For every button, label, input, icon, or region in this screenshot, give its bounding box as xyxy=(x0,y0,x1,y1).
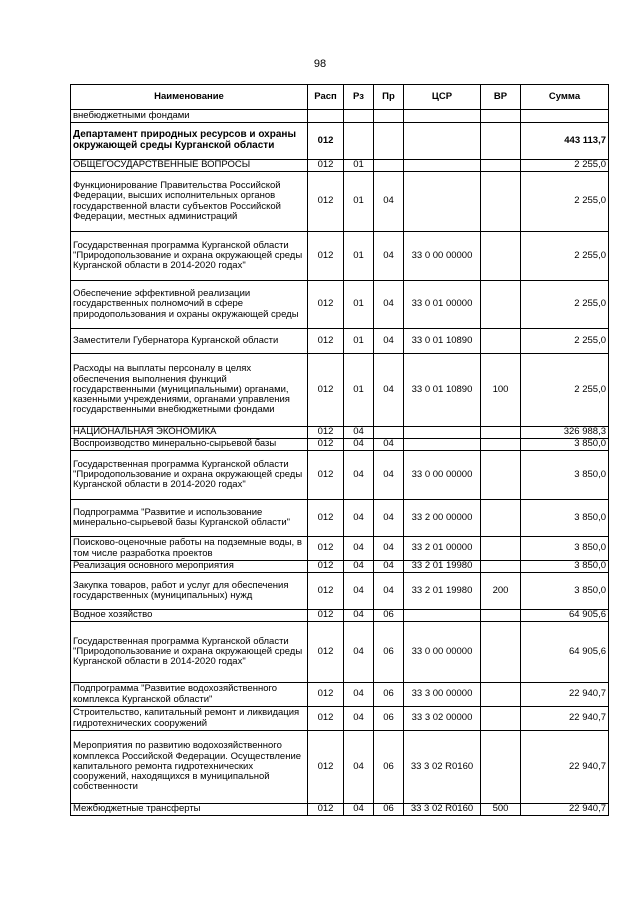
cell-vr: 100 xyxy=(481,354,521,427)
cell-rasp: 012 xyxy=(308,804,344,816)
table-row xyxy=(71,354,609,427)
cell-rz: 01 xyxy=(344,281,374,329)
cell-vr xyxy=(481,281,521,329)
table-row xyxy=(71,172,609,232)
cell-name: Водное хозяйство xyxy=(71,610,308,622)
cell-rasp: 012 xyxy=(308,123,344,160)
cell-rz: 01 xyxy=(344,232,374,281)
header-sum: Сумма xyxy=(521,85,609,110)
cell-rasp: 012 xyxy=(308,610,344,622)
cell-vr: 500 xyxy=(481,804,521,816)
cell-sum: 3 850,0 xyxy=(521,561,609,573)
cell-sum: 2 255,0 xyxy=(521,329,609,354)
cell-name: Департамент природных ресурсов и охраны окружающей среды Курганской области xyxy=(71,123,308,160)
cell-vr xyxy=(481,110,521,123)
cell-csr: 33 3 02 R0160 xyxy=(404,731,481,804)
budget-table xyxy=(70,84,609,816)
table-header-row xyxy=(71,85,609,110)
table-row xyxy=(71,573,609,610)
cell-pr: 04 xyxy=(374,329,404,354)
cell-sum: 3 850,0 xyxy=(521,537,609,561)
cell-pr xyxy=(374,110,404,123)
cell-rasp: 012 xyxy=(308,683,344,707)
table-row xyxy=(71,451,609,500)
cell-name: Государственная программа Курганской области "Природопользование и охрана окружающей среды Курганской области в 2014-2020 годах" xyxy=(71,232,308,281)
cell-name: Обеспечение эффективной реализации государственных полномочий в сфере природопользования и охраны окружающей среды xyxy=(71,281,308,329)
cell-rz xyxy=(344,110,374,123)
cell-pr xyxy=(374,160,404,172)
cell-rasp: 012 xyxy=(308,451,344,500)
cell-vr xyxy=(481,622,521,683)
cell-csr: 33 3 00 00000 xyxy=(404,683,481,707)
cell-vr xyxy=(481,683,521,707)
table-row xyxy=(71,731,609,804)
header-pr: Пр xyxy=(374,85,404,110)
header-rz: Рз xyxy=(344,85,374,110)
cell-vr xyxy=(481,731,521,804)
cell-pr: 04 xyxy=(374,537,404,561)
cell-pr: 04 xyxy=(374,561,404,573)
cell-csr: 33 2 01 00000 xyxy=(404,537,481,561)
cell-sum: 443 113,7 xyxy=(521,123,609,160)
cell-sum xyxy=(521,110,609,123)
table-row xyxy=(71,427,609,439)
cell-sum: 64 905,6 xyxy=(521,622,609,683)
cell-pr: 04 xyxy=(374,232,404,281)
cell-sum: 3 850,0 xyxy=(521,573,609,610)
cell-name: Воспроизводство минерально-сырьевой базы xyxy=(71,439,308,451)
cell-csr: 33 0 00 00000 xyxy=(404,451,481,500)
cell-name: Строительство, капитальный ремонт и ликвидация гидротехнических сооружений xyxy=(71,707,308,731)
cell-rz: 04 xyxy=(344,561,374,573)
table-row xyxy=(71,707,609,731)
cell-name: внебюджетными фондами xyxy=(71,110,308,123)
cell-sum: 3 850,0 xyxy=(521,439,609,451)
cell-rz: 04 xyxy=(344,537,374,561)
cell-sum: 2 255,0 xyxy=(521,172,609,232)
cell-sum: 22 940,7 xyxy=(521,804,609,816)
cell-vr xyxy=(481,561,521,573)
cell-vr xyxy=(481,537,521,561)
cell-name: Подпрограмма "Развитие водохозяйственного комплекса Курганской области" xyxy=(71,683,308,707)
cell-rasp: 012 xyxy=(308,622,344,683)
table-row xyxy=(71,329,609,354)
cell-pr: 06 xyxy=(374,683,404,707)
cell-rasp: 012 xyxy=(308,439,344,451)
cell-rasp: 012 xyxy=(308,561,344,573)
cell-pr: 06 xyxy=(374,731,404,804)
cell-vr xyxy=(481,610,521,622)
cell-name: Межбюджетные трансферты xyxy=(71,804,308,816)
cell-csr xyxy=(404,610,481,622)
cell-rasp: 012 xyxy=(308,172,344,232)
cell-rasp: 012 xyxy=(308,731,344,804)
cell-name: Реализация основного мероприятия xyxy=(71,561,308,573)
table-body xyxy=(71,110,609,816)
cell-vr xyxy=(481,123,521,160)
cell-csr: 33 0 01 10890 xyxy=(404,354,481,427)
cell-pr xyxy=(374,427,404,439)
cell-name: Поисково-оценочные работы на подземные воды, в том числе разработка проектов xyxy=(71,537,308,561)
cell-name: Государственная программа Курганской области "Природопользование и охрана окружающей среды Курганской области в 2014-2020 годах" xyxy=(71,622,308,683)
cell-pr: 04 xyxy=(374,281,404,329)
cell-name: Подпрограмма "Развитие и использование минерально-сырьевой базы Курганской области" xyxy=(71,500,308,537)
cell-rz: 01 xyxy=(344,354,374,427)
cell-sum: 64 905,6 xyxy=(521,610,609,622)
cell-rz: 04 xyxy=(344,804,374,816)
cell-name: Функционирование Правительства Российской Федерации, высших исполнительных органов государственной власти субъектов Российской Федерации, местных администраций xyxy=(71,172,308,232)
cell-rasp: 012 xyxy=(308,281,344,329)
cell-csr: 33 0 01 00000 xyxy=(404,281,481,329)
table-row xyxy=(71,610,609,622)
table-row xyxy=(71,537,609,561)
cell-csr xyxy=(404,123,481,160)
table-row xyxy=(71,123,609,160)
table-row xyxy=(71,439,609,451)
table-row xyxy=(71,683,609,707)
table-row xyxy=(71,500,609,537)
cell-csr xyxy=(404,439,481,451)
cell-rasp: 012 xyxy=(308,232,344,281)
cell-vr xyxy=(481,329,521,354)
cell-name: Государственная программа Курганской области "Природопользование и охрана окружающей среды Курганской области в 2014-2020 годах" xyxy=(71,451,308,500)
cell-vr xyxy=(481,160,521,172)
cell-pr: 04 xyxy=(374,172,404,232)
table-row xyxy=(71,232,609,281)
cell-csr: 33 2 00 00000 xyxy=(404,500,481,537)
cell-rz: 01 xyxy=(344,160,374,172)
cell-rz: 04 xyxy=(344,439,374,451)
cell-sum: 22 940,7 xyxy=(521,683,609,707)
cell-rasp: 012 xyxy=(308,500,344,537)
cell-csr: 33 0 01 10890 xyxy=(404,329,481,354)
cell-name: Расходы на выплаты персоналу в целях обеспечения выполнения функций государственными (муниципальными) органами, казенными учреждениями, органами управления государственными внебюджетными фондами xyxy=(71,354,308,427)
cell-pr: 06 xyxy=(374,804,404,816)
cell-rz: 04 xyxy=(344,573,374,610)
cell-rz: 04 xyxy=(344,500,374,537)
cell-pr: 04 xyxy=(374,451,404,500)
cell-sum: 2 255,0 xyxy=(521,354,609,427)
cell-csr xyxy=(404,427,481,439)
cell-rz: 04 xyxy=(344,622,374,683)
cell-sum: 2 255,0 xyxy=(521,232,609,281)
table-row xyxy=(71,622,609,683)
cell-rz: 04 xyxy=(344,707,374,731)
cell-pr xyxy=(374,123,404,160)
cell-sum: 3 850,0 xyxy=(521,451,609,500)
cell-rasp: 012 xyxy=(308,573,344,610)
cell-csr: 33 0 00 00000 xyxy=(404,232,481,281)
cell-sum: 22 940,7 xyxy=(521,707,609,731)
cell-name: Закупка товаров, работ и услуг для обеспечения государственных (муниципальных) нужд xyxy=(71,573,308,610)
cell-csr xyxy=(404,172,481,232)
cell-csr: 33 3 02 00000 xyxy=(404,707,481,731)
cell-csr: 33 2 01 19980 xyxy=(404,561,481,573)
cell-rz: 01 xyxy=(344,329,374,354)
cell-pr: 04 xyxy=(374,354,404,427)
cell-rasp: 012 xyxy=(308,707,344,731)
cell-pr: 04 xyxy=(374,573,404,610)
cell-csr: 33 0 00 00000 xyxy=(404,622,481,683)
cell-name: Мероприятия по развитию водохозяйственного комплекса Российской Федерации. Осуществление капитального ремонта гидротехнических сооружений, находящихся в муниципальной собственности xyxy=(71,731,308,804)
cell-vr xyxy=(481,439,521,451)
cell-pr: 06 xyxy=(374,707,404,731)
cell-rz: 04 xyxy=(344,427,374,439)
cell-sum: 3 850,0 xyxy=(521,500,609,537)
table-row xyxy=(71,804,609,816)
cell-sum: 326 988,3 xyxy=(521,427,609,439)
table-row xyxy=(71,561,609,573)
cell-vr xyxy=(481,451,521,500)
table-row xyxy=(71,160,609,172)
table-row xyxy=(71,110,609,123)
header-vr: ВР xyxy=(481,85,521,110)
page-number: 98 xyxy=(313,58,327,70)
cell-rz: 04 xyxy=(344,731,374,804)
cell-rasp xyxy=(308,110,344,123)
cell-rasp: 012 xyxy=(308,160,344,172)
cell-vr: 200 xyxy=(481,573,521,610)
cell-pr: 06 xyxy=(374,610,404,622)
cell-csr: 33 3 02 R0160 xyxy=(404,804,481,816)
cell-vr xyxy=(481,232,521,281)
cell-rz: 01 xyxy=(344,172,374,232)
cell-rz: 04 xyxy=(344,610,374,622)
cell-vr xyxy=(481,427,521,439)
cell-rasp: 012 xyxy=(308,537,344,561)
cell-name: ОБЩЕГОСУДАРСТВЕННЫЕ ВОПРОСЫ xyxy=(71,160,308,172)
header-csr: ЦСР xyxy=(404,85,481,110)
cell-rz: 04 xyxy=(344,451,374,500)
cell-rasp: 012 xyxy=(308,354,344,427)
cell-rasp: 012 xyxy=(308,329,344,354)
header-name: Наименование xyxy=(71,85,308,110)
table-row xyxy=(71,281,609,329)
cell-csr xyxy=(404,110,481,123)
header-rasp: Расп xyxy=(308,85,344,110)
cell-pr: 06 xyxy=(374,622,404,683)
cell-sum: 2 255,0 xyxy=(521,160,609,172)
cell-rasp: 012 xyxy=(308,427,344,439)
cell-vr xyxy=(481,707,521,731)
cell-csr xyxy=(404,160,481,172)
cell-vr xyxy=(481,500,521,537)
cell-name: НАЦИОНАЛЬНАЯ ЭКОНОМИКА xyxy=(71,427,308,439)
cell-sum: 22 940,7 xyxy=(521,731,609,804)
cell-rz xyxy=(344,123,374,160)
cell-pr: 04 xyxy=(374,500,404,537)
cell-name: Заместители Губернатора Курганской области xyxy=(71,329,308,354)
cell-sum: 2 255,0 xyxy=(521,281,609,329)
cell-rz: 04 xyxy=(344,683,374,707)
cell-csr: 33 2 01 19980 xyxy=(404,573,481,610)
cell-vr xyxy=(481,172,521,232)
cell-pr: 04 xyxy=(374,439,404,451)
